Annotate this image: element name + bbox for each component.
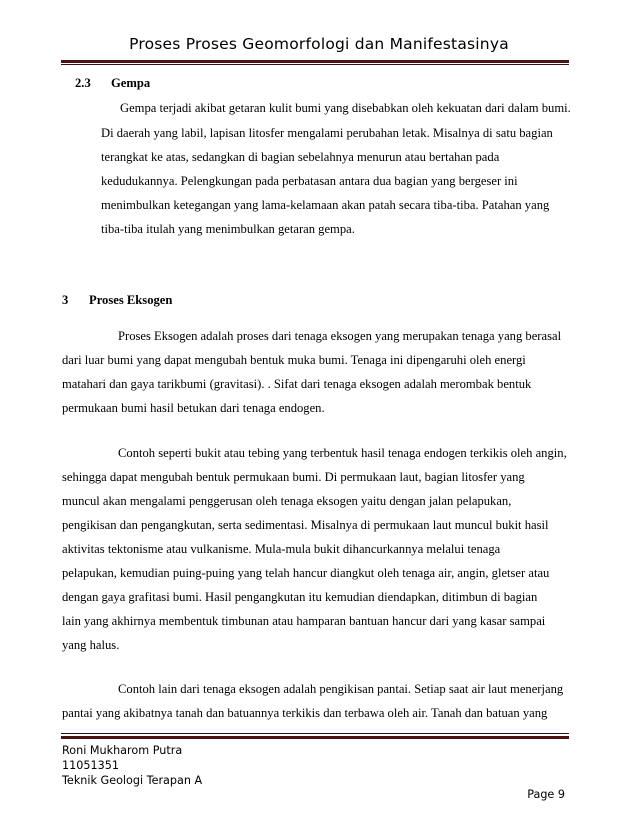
section-number: 3: [62, 293, 69, 307]
paragraph-line: dari luar bumi yang dapat mengubah bentuk muka bumi. Tenaga ini dipengaruhi oleh energi: [62, 353, 526, 367]
footer-rule-thin: [61, 733, 569, 734]
paragraph-line: permukaan bumi hasil betukan dari tenaga endogen.: [62, 401, 325, 415]
paragraph-line: sehingga dapat mengubah bentuk permukaan bumi. Di permukaan laut, bagian litosfer yang: [62, 470, 525, 484]
section-title: Proses Eksogen: [89, 293, 173, 307]
paragraph-line: lain yang akhirnya membentuk timbunan atau hamparan bantuan hancur dari yang kasar sampai: [62, 614, 546, 628]
paragraph-line: Di daerah yang labil, lapisan litosfer mengalami perubahan letak. Misalnya di satu bagian: [101, 126, 553, 140]
paragraph-line: Proses Eksogen adalah proses dari tenaga eksogen yang merupakan tenaga yang berasal: [118, 329, 562, 343]
paragraph-line: tiba-tiba itulah yang menimbulkan getaran gempa.: [101, 222, 355, 236]
paragraph-line: Contoh lain dari tenaga eksogen adalah pengikisan pantai. Setiap saat air laut menerjang: [118, 682, 564, 696]
footer-rule-thick: [61, 736, 569, 739]
paragraph-line: dengan gaya grafitasi bumi. Hasil pengangkutan itu kemudian diendapkan, ditimbun di bagian: [62, 590, 538, 604]
paragraph-line: terangkat ke atas, sedangkan di bagian sebelahnya menurun atau bertahan pada: [101, 150, 500, 164]
paragraph-line: muncul akan mengalami penggerusan oleh tenaga eksogen yaitu dengan jalan pelapukan,: [62, 494, 512, 508]
header-rule-thick: [61, 60, 569, 63]
paragraph-line: Gempa terjadi akibat getaran kulit bumi yang disebabkan oleh kekuatan dari dalam bumi.: [120, 101, 571, 115]
section-title: Gempa: [111, 76, 151, 90]
footer-author: Roni Mukharom Putra: [62, 744, 183, 757]
paragraph-line: yang halus.: [62, 638, 120, 652]
paragraph-line: pengikisan dan pengangkutan, serta sedimentasi. Misalnya di permukaan laut muncul bukit hasil: [62, 518, 549, 532]
footer-program: Teknik Geologi Terapan A: [62, 774, 203, 787]
paragraph-line: matahari dan gaya tarikbumi (gravitasi). . Sifat dari tenaga eksogen adalah merombak bentuk: [62, 377, 532, 391]
paragraph-line: pelapukan, kemudian puing-puing yang telah hancur diangkut oleh tenaga air, angin, gletser atau: [62, 566, 550, 580]
page-number: Page 9: [527, 788, 565, 801]
paragraph-line: pantai yang akibatnya tanah dan batuannya terkikis dan terbawa oleh air. Tanah dan batuan yang: [62, 706, 548, 720]
paragraph-line: menimbulkan ketegangan yang lama-kelamaan akan patah secara tiba-tiba. Patahan yang: [101, 198, 550, 212]
paragraph-line: aktivitas tektonisme atau vulkanisme. Mula-mula bukit dihancurkannya melalui tenaga: [62, 542, 501, 556]
header-rule-thin: [61, 64, 569, 65]
section-number: 2.3: [75, 76, 91, 90]
paragraph-line: kedudukannya. Pelengkungan pada perbatasan antara dua bagian yang bergeser ini: [101, 174, 518, 188]
header-title: Proses Proses Geomorfologi dan Manifestasinya: [129, 35, 509, 53]
paragraph-line: Contoh seperti bukit atau tebing yang terbentuk hasil tenaga endogen terkikis oleh angin,: [118, 446, 567, 460]
footer-student-id: 11051351: [62, 759, 119, 772]
